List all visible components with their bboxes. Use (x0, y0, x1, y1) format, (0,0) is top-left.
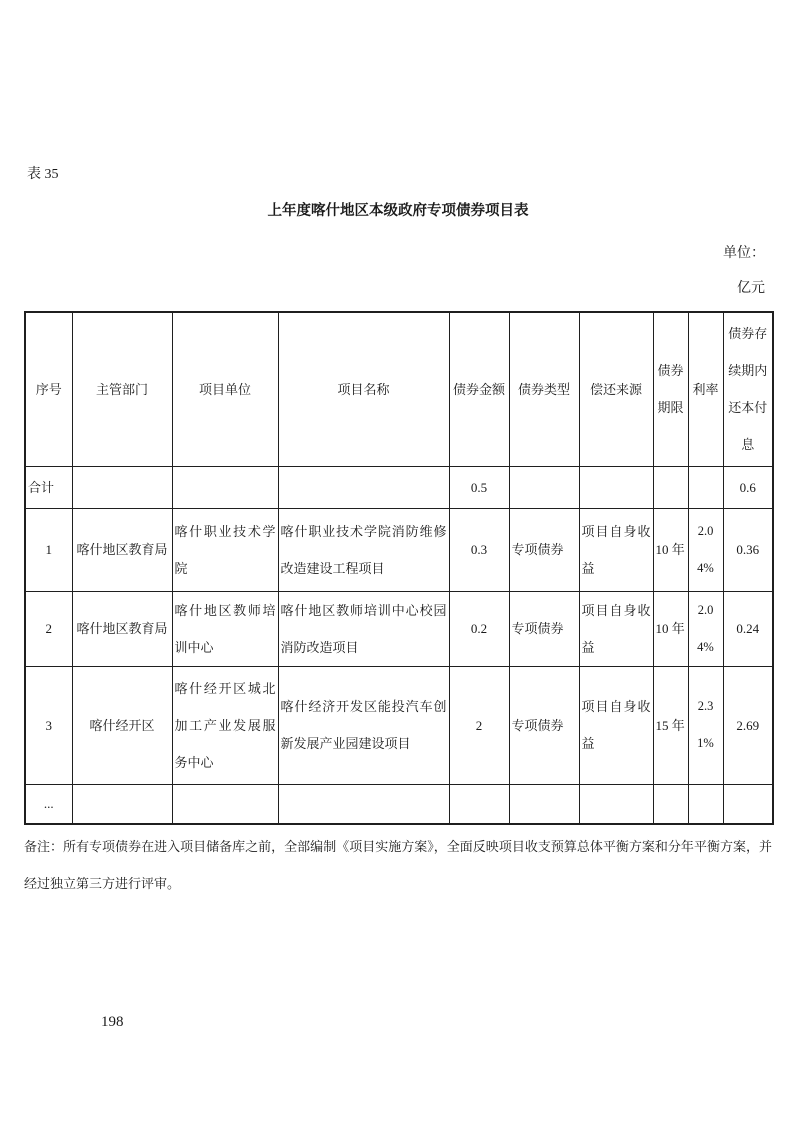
table-row (25, 666, 773, 784)
col-header-dept: 主管部门 (72, 312, 172, 466)
col-header-amount: 债券金额 (449, 312, 509, 466)
empty-cell (653, 784, 688, 824)
row-seq: 2 (25, 591, 72, 666)
row-rate: 2.04% (688, 508, 723, 591)
empty-cell (172, 784, 278, 824)
total-row (25, 466, 773, 508)
col-header-term: 债券期限 (653, 312, 688, 466)
col-header-unit: 项目单位 (172, 312, 278, 466)
row-dept: 喀什地区教育局 (72, 508, 172, 591)
row-type: 专项债券 (509, 666, 579, 784)
table-row (25, 591, 773, 666)
row-unit: 喀什职业技术学院 (172, 508, 278, 591)
row-amount: 0.3 (449, 508, 509, 591)
row-type: 专项债券 (509, 591, 579, 666)
row-term: 15 年 (653, 666, 688, 784)
page-title: 上年度喀什地区本级政府专项债券项目表 (267, 203, 529, 219)
empty-cell (278, 784, 449, 824)
table-row (25, 508, 773, 591)
empty-cell (509, 466, 579, 508)
row-dept: 喀什地区教育局 (72, 591, 172, 666)
note-text: 备注：所有专项债券在进入项目储备库之前，全部编制《项目实施方案》，全面反映项目收支预算总体平衡方案和分年平衡方案，并经过独立第三方进行评审。 (24, 839, 772, 891)
row-rate: 2.04% (688, 591, 723, 666)
empty-cell (172, 466, 278, 508)
unit-label: 单位： (723, 246, 765, 261)
total-label: 合计 (25, 466, 72, 508)
total-debt-service: 0.6 (723, 466, 773, 508)
empty-cell (723, 784, 773, 824)
col-header-seq: 序号 (25, 312, 72, 466)
empty-cell (72, 466, 172, 508)
ellipsis-row (25, 784, 773, 824)
empty-cell (509, 784, 579, 824)
empty-cell (72, 784, 172, 824)
row-name: 喀什地区教师培训中心校园消防改造项目 (278, 591, 449, 666)
row-seq: 3 (25, 666, 72, 784)
unit-value: 亿元 (737, 281, 765, 296)
table-header-row (25, 312, 773, 466)
row-debt-service: 0.36 (723, 508, 773, 591)
col-header-service: 债券存续期内还本付息 (723, 312, 773, 466)
bond-project-table (24, 311, 774, 825)
empty-cell (278, 466, 449, 508)
col-header-name: 项目名称 (278, 312, 449, 466)
row-unit: 喀什地区教师培训中心 (172, 591, 278, 666)
row-debt-service: 2.69 (723, 666, 773, 784)
row-source: 项目自身收益 (579, 666, 653, 784)
empty-cell (449, 784, 509, 824)
row-type: 专项债券 (509, 508, 579, 591)
col-header-type: 债券类型 (509, 312, 579, 466)
empty-cell (579, 784, 653, 824)
row-source: 项目自身收益 (579, 591, 653, 666)
page-number: 198 (101, 1014, 124, 1030)
ellipsis-cell: ... (25, 784, 72, 824)
row-name: 喀什经济开发区能投汽车创新发展产业园建设项目 (278, 666, 449, 784)
empty-cell (579, 466, 653, 508)
col-header-rate: 利率 (688, 312, 723, 466)
row-debt-service: 0.24 (723, 591, 773, 666)
row-rate: 2.31% (688, 666, 723, 784)
row-amount: 2 (449, 666, 509, 784)
row-dept: 喀什经开区 (72, 666, 172, 784)
row-unit: 喀什经开区城北加工产业发展服务中心 (172, 666, 278, 784)
col-header-source: 偿还来源 (579, 312, 653, 466)
empty-cell (688, 784, 723, 824)
empty-cell (653, 466, 688, 508)
row-term: 10 年 (653, 508, 688, 591)
row-term: 10 年 (653, 591, 688, 666)
row-seq: 1 (25, 508, 72, 591)
empty-cell (688, 466, 723, 508)
row-amount: 0.2 (449, 591, 509, 666)
table-number-label: 表 35 (27, 167, 59, 182)
row-name: 喀什职业技术学院消防维修改造建设工程项目 (278, 508, 449, 591)
total-amount: 0.5 (449, 466, 509, 508)
row-source: 项目自身收益 (579, 508, 653, 591)
